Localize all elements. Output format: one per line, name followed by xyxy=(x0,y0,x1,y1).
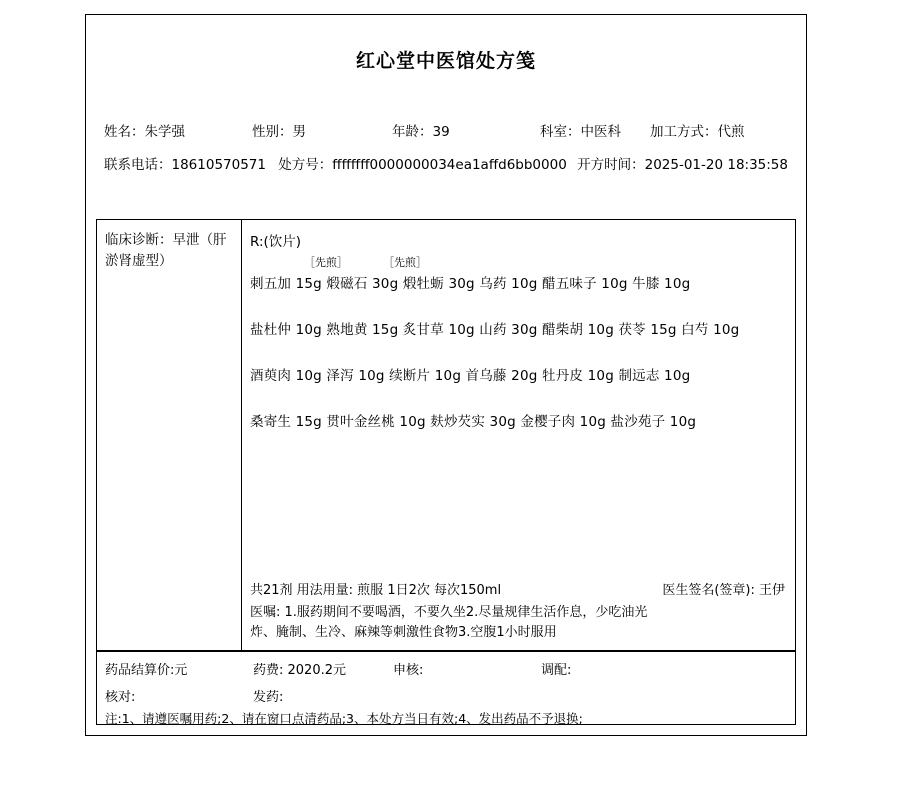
doctor-signature: 医生签名(签章): 王伊 xyxy=(662,582,785,598)
header-row-2 xyxy=(104,153,788,173)
check-field: 核对: xyxy=(105,690,136,705)
herb-line: 酒萸肉 10g 泽泻 10g 续断片 10g 首乌藤 20g 牡丹皮 10g 制远志 10g xyxy=(250,368,691,384)
rx-label: R:(饮片) xyxy=(250,234,302,250)
check-row xyxy=(105,686,785,705)
drug-fee: 药费: 2020.2元 xyxy=(253,663,346,678)
page-title: 红心堂中医馆处方笺 xyxy=(355,50,536,72)
header-row-1 xyxy=(104,120,788,140)
prescription-body xyxy=(96,219,796,651)
fee-footer xyxy=(96,651,796,725)
patient-phone: 联系电话：18610570571 xyxy=(104,157,266,173)
patient-header xyxy=(86,120,806,173)
prescription-footer xyxy=(250,581,785,643)
dosage-text: 共21剂 用法用量: 煎服 1日2次 每次150ml xyxy=(250,582,502,598)
herb-line: 盐杜仲 10g 熟地黄 15g 炙甘草 10g 山药 30g 醋柴胡 10g 茯苓 15g 白芍 10g xyxy=(250,322,740,338)
patient-age: 年龄：39 xyxy=(392,124,450,140)
advice-line-2: 炸、腌制、生冷、麻辣等刺激性食物3.空腹1小时服用 xyxy=(250,624,557,640)
prescription-content xyxy=(242,220,795,650)
clinical-diagnosis: 临床诊断：早泄（肝淤肾虚型） xyxy=(97,220,242,650)
review-field: 申核: xyxy=(393,663,424,678)
issue-field: 发药: xyxy=(253,690,284,705)
prescription-time: 开方时间：2025-01-20 18:35:58 xyxy=(577,157,788,173)
dosage-row xyxy=(250,581,785,601)
fee-row xyxy=(105,659,785,678)
settlement-price: 药品结算价:元 xyxy=(105,663,188,678)
footer-notes: 注:1、请遵医嘱用药;2、请在窗口点清药品;3、本处方当日有效;4、发出药品不予退换; xyxy=(105,711,583,726)
patient-gender: 性别：男 xyxy=(252,124,306,140)
presoak-markers: ［先煎］ ［先煎］ xyxy=(304,256,427,269)
herb-line: 桑寄生 15g 贯叶金丝桃 10g 麸炒芡实 30g 金樱子肉 10g 盐沙苑子 10g xyxy=(250,414,697,430)
department: 科室：中医科 xyxy=(540,124,621,140)
processing-method: 加工方式：代煎 xyxy=(650,124,745,140)
herb-line: 刺五加 15g 煅磁石 30g 煅牡蛎 30g 乌药 10g 醋五味子 10g 牛膝 10g xyxy=(250,276,691,292)
dispense-field: 调配: xyxy=(541,663,572,678)
prescription-number: 处方号：ffffffff0000000034ea1affd6bb0000 xyxy=(278,157,567,173)
prescription-sheet xyxy=(85,14,807,736)
patient-name: 姓名：朱学强 xyxy=(104,124,185,140)
advice-line-1: 医嘱: 1.服药期间不要喝酒，不要久坐2.尽量规律生活作息，少吃油光 xyxy=(250,605,648,620)
